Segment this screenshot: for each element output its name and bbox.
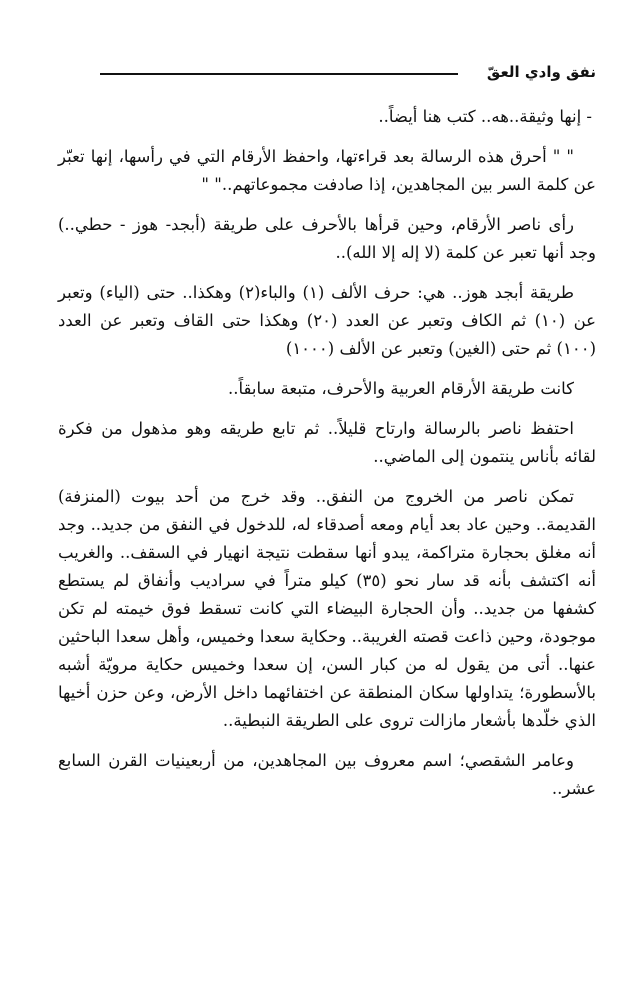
header-divider <box>100 73 458 75</box>
book-page <box>58 0 596 1000</box>
paragraph: احتفظ ناصر بالرسالة وارتاح قليلاً.. ثم تابع طريقه وهو مذهول من فكرة لقائه بأناس ينتمون إلى الماضي.. <box>58 419 596 466</box>
paragraph: رأى ناصر الأرقام، وحين قرأها بالأحرف على طريقة (أبجد- هوز - حطي..) وجد أنها تعبر عن كلمة (لا إله إلا الله).. <box>58 215 596 262</box>
paragraph: تمكن ناصر من الخروج من النفق.. وقد خرج من أحد بيوت (المنزفة) القديمة.. وحين عاد بعد أيام ومعه أصدقاء له، للدخول في النفق من جديد.. وجد أنه مغلق بحجارة متراكمة، يبدو أنها سقطت نتيجة انهيار في السقف.. والغريب أنه اكتشف بأنه قد سار نحو (٣٥) كيلو متراً في سراديب وأنفاق لم يستطع كشفها من جديد.. وأن الحجارة البيضاء التي كانت تسقط فوق خيمته لم تكن موجودة، وحين ذاعت قصته الغريبة.. وحكاية سعدا وخميس، وأهل سعدا الباحثين عنها.. أتى من يقول له من كبار السن، إن سعدا وخميس حكاية مرويّة أشبه بالأسطورة؛ يتداولها سكان المنطقة عن اختفائهما داخل الأرض، وعن حزن أخيها الذي خلّدها بأشعار مازالت تروى على الطريقة النبطية.. <box>58 487 596 730</box>
running-header <box>58 54 596 84</box>
chapter-title: نفق وادي العقّ <box>486 63 596 81</box>
paragraph: - إنها وثيقة..هه.. كتب هنا أيضاً.. <box>378 107 592 126</box>
paragraph: كانت طريقة الأرقام العربية والأحرف، متبعة سابقاً.. <box>228 379 574 398</box>
paragraph: طريقة أبجد هوز.. هي: حرف الألف (١) والباء(٢) وهكذا.. حتى (الياء) وتعبر عن (١٠) ثم الكاف وتعبر عن العدد (٢٠) وهكذا حتى القاف وتعبر عن العدد (١٠٠) ثم حتى (الغين) وتعبر عن الألف (١٠٠٠) <box>58 283 596 358</box>
body-text <box>58 103 596 803</box>
paragraph: وعامر الشقصي؛ اسم معروف بين المجاهدين، من أربعينيات القرن السابع عشر.. <box>58 751 596 798</box>
paragraph: " " أحرق هذه الرسالة بعد قراءتها، واحفظ الأرقام التي في رأسها، إنها تعبّر عن كلمة السر بين المجاهدين، إذا صادفت مجموعاتهم.." " <box>58 147 596 194</box>
